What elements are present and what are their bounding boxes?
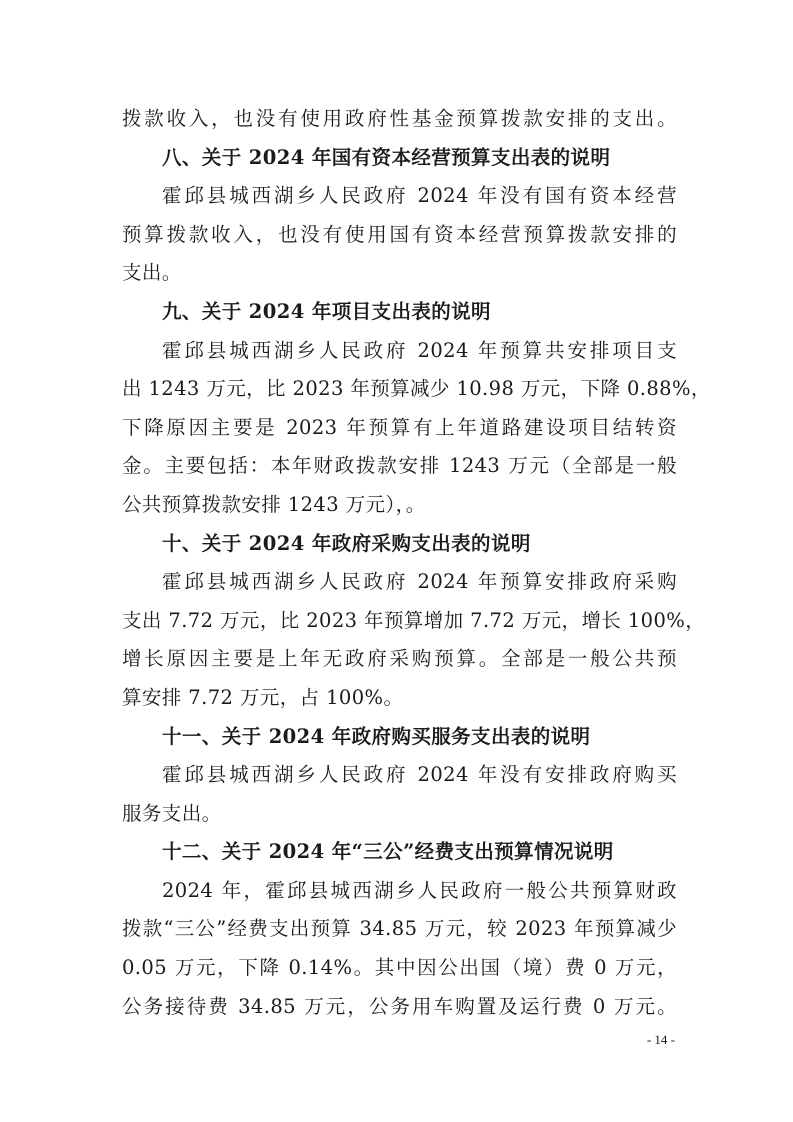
paragraph-line: 预算拨款收入，也没有使用国有资本经营预算拨款安排的 (122, 222, 677, 246)
section-heading-12: 十二、关于 2024 年“三公”经费支出预算情况说明 (162, 840, 614, 864)
paragraph-line: 公共预算拨款安排 1243 万元），。 (122, 492, 426, 516)
paragraph-line: 下降原因主要是 2023 年预算有上年道路建设项目结转资 (122, 415, 677, 439)
section-heading-8: 八、关于 2024 年国有资本经营预算支出表的说明 (162, 145, 611, 169)
paragraph-line: 霍邱县城西湖乡人民政府 2024 年没有国有资本经营 (162, 184, 677, 208)
paragraph-line: 0.05 万元，下降 0.14%。其中因公出国（境）费 0 万元， (122, 956, 677, 980)
section-heading-11: 十一、关于 2024 年政府购买服务支出表的说明 (162, 724, 591, 748)
paragraph-line: 支出 7.72 万元，比 2023 年预算增加 7.72 万元，增长 100%， (122, 608, 706, 632)
section-heading-9: 九、关于 2024 年项目支出表的说明 (162, 299, 491, 323)
paragraph-line: 金。主要包括：本年财政拨款安排 1243 万元（全部是一般 (122, 454, 677, 478)
paragraph-line: 算安排 7.72 万元，占 100%。 (122, 685, 404, 709)
document-body (122, 100, 711, 1026)
paragraph-line: 霍邱县城西湖乡人民政府 2024 年没有安排政府购买 (162, 763, 677, 787)
paragraph-line: 霍邱县城西湖乡人民政府 2024 年预算安排政府采购 (162, 570, 677, 594)
paragraph-line: 服务支出。 (122, 801, 222, 825)
paragraph-line: 霍邱县城西湖乡人民政府 2024 年预算共安排项目支 (162, 338, 677, 362)
section-heading-10: 十、关于 2024 年政府采购支出表的说明 (162, 531, 531, 555)
paragraph-line: 2024 年，霍邱县城西湖乡人民政府一般公共预算财政 (162, 878, 677, 902)
paragraph-line: 增长原因主要是上年无政府采购预算。全部是一般公共预 (122, 647, 677, 671)
paragraph-line: 公务接待费 34.85 万元，公务用车购置及运行费 0 万元。 (122, 994, 677, 1018)
page-number: - 14 - (646, 1032, 675, 1047)
paragraph-line: 拨款“三公”经费支出预算 34.85 万元，较 2023 年预算减少 (122, 917, 677, 941)
paragraph-line: 出 1243 万元，比 2023 年预算减少 10.98 万元，下降 0.88%， (122, 377, 711, 401)
paragraph-line: 支出。 (122, 261, 182, 285)
paragraph-line: 拨款收入，也没有使用政府性基金预算拨款安排的支出。 (122, 107, 677, 130)
